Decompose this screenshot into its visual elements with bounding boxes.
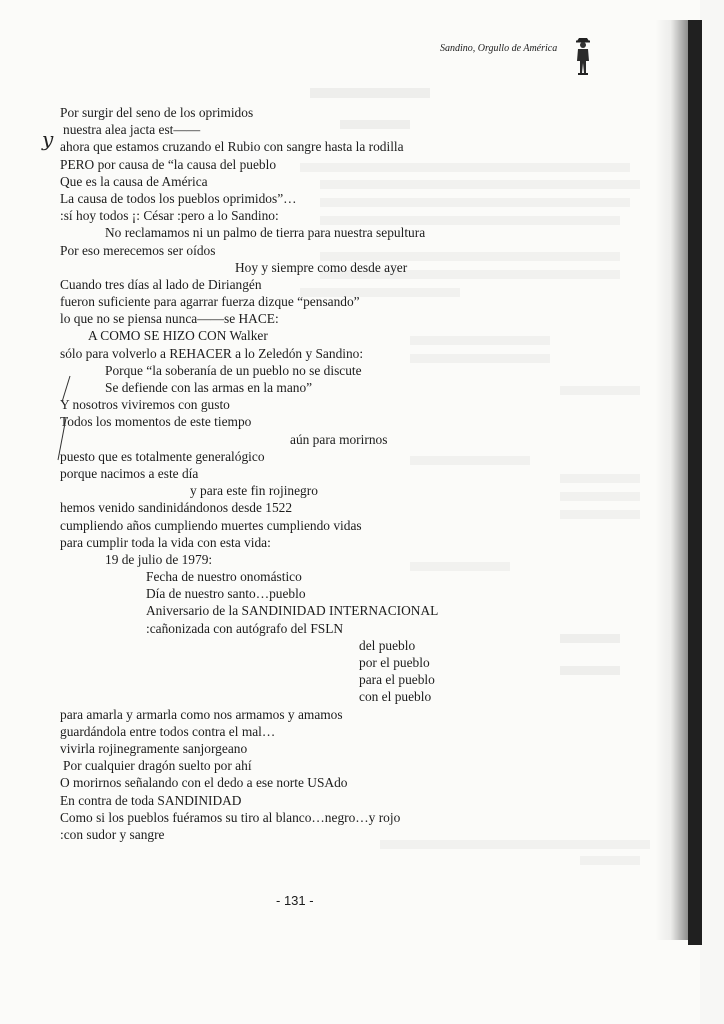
sandino-figure-icon — [574, 34, 592, 76]
poem-line: :sí hoy todos ¡: César :pero a lo Sandino: — [60, 208, 279, 224]
poem-line: Y nosotros viviremos con gusto — [60, 397, 230, 413]
poem-line: para amarla y armarla como nos armamos y amamos — [60, 706, 343, 722]
poem-line: En contra de toda SANDINIDAD — [60, 792, 242, 808]
poem-line: hemos venido sandinidándonos desde 1522 — [60, 500, 293, 516]
poem-line: y para este fin rojinegro — [190, 483, 318, 499]
poem-line: Día de nuestro santo…pueblo — [146, 586, 306, 602]
poem-line: fueron suficiente para agarrar fuerza dizque “pensando” — [60, 294, 360, 310]
poem-line: A COMO SE HIZO CON Walker — [88, 328, 268, 344]
poem-line: ahora que estamos cruzando el Rubio con sangre hasta la rodilla — [60, 139, 404, 155]
poem-line: Que es la causa de América — [60, 173, 208, 189]
handwritten-pen-stroke — [52, 374, 82, 464]
poem-line: Cuando tres días al lado de Diriangén — [60, 276, 262, 292]
poem-line: Por cualquier dragón suelto por ahí — [63, 758, 252, 774]
poem-line: para el pueblo — [359, 672, 435, 688]
poem-line: nuestra alea jacta est—— — [63, 122, 201, 138]
running-header: Sandino, Orgullo de América — [440, 43, 558, 54]
poem-line: 19 de julio de 1979: — [105, 551, 213, 567]
scanner-edge — [688, 20, 702, 945]
poem-line: del pueblo — [359, 637, 416, 653]
page-number: - 131 - — [276, 893, 314, 908]
poem-line: Aniversario de la SANDINIDAD INTERNACIONAL — [146, 603, 439, 619]
poem-line: Por surgir del seno de los oprimidos — [60, 105, 254, 120]
poem-line: por el pueblo — [359, 655, 430, 670]
poem-line: :cañonizada con autógrafo del FSLN — [146, 620, 344, 636]
poem-line: sólo para volverlo a REHACER a lo Zeledón y Sandino: — [60, 345, 364, 361]
poem-line: Fecha de nuestro onomástico — [146, 569, 302, 585]
poem-line: Se defiende con las armas en la mano” — [105, 380, 313, 395]
poem-line: Hoy y siempre como desde ayer — [235, 259, 408, 275]
poem-line: No reclamamos ni un palmo de tierra para nuestra sepultura — [105, 225, 426, 241]
poem-line: vivirla rojinegramente sanjorgeano — [60, 740, 248, 756]
poem-line: PERO por causa de “la causa del pueblo — [60, 156, 277, 172]
poem-line: :con sudor y sangre — [60, 826, 165, 842]
handwritten-margin-mark: y — [42, 127, 54, 151]
poem-body — [60, 104, 620, 843]
poem-line: aún para morirnos — [290, 431, 388, 447]
poem-line: porque nacimos a este día — [60, 465, 199, 481]
poem-line: Como si los pueblos fuéramos su tiro al blanco…negro…y rojo — [60, 809, 401, 825]
poem-line: puesto que es totalmente generalógico — [60, 448, 265, 464]
poem-line: guardándola entre todos contra el mal… — [60, 723, 276, 739]
poem-line: La causa de todos los pueblos oprimidos”… — [60, 190, 297, 206]
poem-line: Porque “la soberanía de un pueblo no se discute — [105, 362, 362, 378]
poem-line: O morirnos señalando con el dedo a ese norte USAdo — [60, 775, 348, 791]
poem-line: Por eso merecemos ser oídos — [60, 242, 216, 258]
poem-line: para cumplir toda la vida con esta vida: — [60, 534, 271, 550]
poem-line: cumpliendo años cumpliendo muertes cumpliendo vidas — [60, 517, 362, 533]
poem-line: con el pueblo — [359, 689, 432, 705]
poem-line: lo que no se piensa nunca——se HACE: — [60, 311, 279, 327]
poem-line: Todos los momentos de este tiempo — [60, 414, 252, 430]
